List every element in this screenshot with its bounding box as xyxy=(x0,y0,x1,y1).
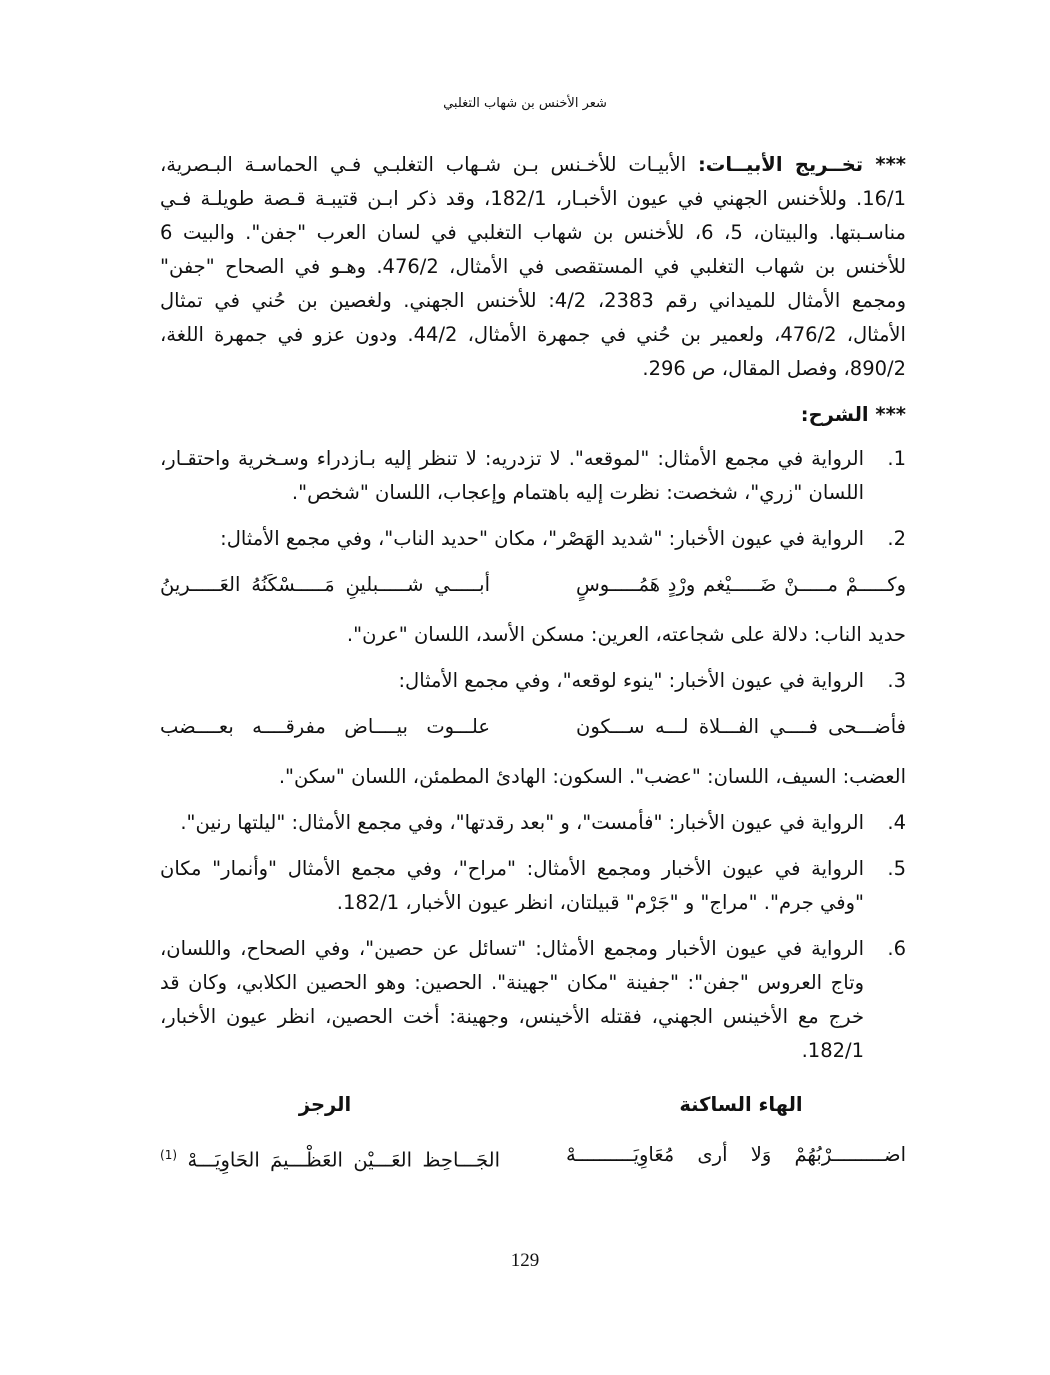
note-1 xyxy=(160,442,906,510)
note-number: 4. xyxy=(887,811,906,834)
takhrij-paragraph xyxy=(160,148,906,386)
verse-line-2 xyxy=(160,710,906,744)
note-text: الرواية في عيون الأخبار: "شديد الهَصْر"، مكان "حديد الناب"، وفي مجمع الأمثال: xyxy=(220,527,864,550)
note-number: 3. xyxy=(887,669,906,692)
note-text: الرواية في عيون الأخبار: "ينوء لوقعه"، وفي مجمع الأمثال: xyxy=(398,669,864,692)
note-2 xyxy=(160,522,906,556)
gloss-paragraph-2: العضب: السيف، اللسان: "عضب". السكون: الهادئ المطمئن، اللسان "سكن". xyxy=(278,765,906,788)
verse-second-text: الجَـــاحِظ العَـــيْن العَظْـــيمَ الحَاوِيَـــهْ xyxy=(187,1148,500,1172)
note-number: 1. xyxy=(887,447,906,470)
page-number: 129 xyxy=(510,1250,540,1271)
rhyme-meter-heading xyxy=(160,1088,906,1122)
rhyme-label: الهاء الساكنة xyxy=(679,1093,803,1116)
page-content xyxy=(160,148,906,1178)
note-number: 5. xyxy=(887,857,906,880)
gloss-paragraph-1: حديد الناب: دلالة على شجاعته، العرين: مسكن الأسد، اللسان "عرن". xyxy=(346,623,906,646)
verse-line-3 xyxy=(160,1138,906,1178)
verse-line-1 xyxy=(160,568,906,602)
note-number: 2. xyxy=(887,527,906,550)
running-header: شعر الأخنس بن شهاب التغلبي xyxy=(443,96,607,111)
verse-first-hemistich: اضـــــــــرْبُهُمْ وَلا أرى مُعَاوِيَــــــــــهْ xyxy=(566,1143,906,1166)
note-4 xyxy=(160,806,906,840)
verse-second-hemistich xyxy=(160,1138,500,1178)
note-6 xyxy=(160,932,906,1068)
note-text: الرواية في عيون الأخبار: "فأمست"، و "بعد رقدتها"، وفي مجمع الأمثال: "ليلتها رنين". xyxy=(180,811,864,834)
sharh-heading: *** الشرح: xyxy=(800,403,906,426)
note-text: الرواية في عيون الأخبار ومجمع الأمثال: "مراح"، وفي مجمع الأمثال "وأنمار" مكان "وفي جرم". "مراج" و "جَرْم" قبيلتان، انظر عيون الأخبار، 182/1. xyxy=(160,857,864,914)
verse-first-hemistich: وكـــــمْ مـــــنْ ضَـــــيْغم ورْدٍ هَمُـــــوسٍ xyxy=(576,573,906,596)
verse-second-hemistich: علـــوت بيــــاض مفرقــــه بعــــضب xyxy=(160,715,490,738)
takhrij-label: *** تخــريج الأبيــات: xyxy=(697,153,906,176)
note-5 xyxy=(160,852,906,920)
verse-first-hemistich: فأضـــحى فــــي الفـــلاة لـــه ســـكون xyxy=(576,715,906,738)
verse-second-hemistich: أبـــــي شـــــبلينِ مَـــــسْكَنُهُ العَـــــرينُ xyxy=(160,573,490,596)
takhrij-text: الأبيـات للأخـنس بـن شـهاب التغلبـي فـي الحماسـة البـصرية، 16/1. وللأخنس الجهني في عيون الأخبـار، 182/1، وقد ذكر ابـن قتيبـة قـصة طويلـة فـي مناسـبتها. والبيتان، 5، 6، للأخنس بن شهاب التغلبي في لسان العرب "جفن". والبيت 6 للأخنس بن شهاب التغلبي في المستقصى في الأمثال، 476/2. وهـو في الصحاح "جفن" ومجمع الأمثال للميداني رقم 2383، 4/2: للأخنس الجهني. ولغصين بن حُني في تمثال الأمثال، 476/2، ولعمير بن حُني في جمهرة الأمثال، 44/2. ودون عزو في جمهرة اللغة، 890/2، وفصل المقال، ص 296. xyxy=(160,153,907,380)
note-text: الرواية في عيون الأخبار ومجمع الأمثال: "تسائل عن حصين"، وفي الصحاح، واللسان، وتاج العروس "جفن": "جفينة "مكان "جهينة". الحصين: وهو الحصين الكلابي، وكان قد خرج مع الأخينس الجهني، فقتله الأخينس، وجهينة: أخت الحصين، انظر عيون الأخبار، 182/1. xyxy=(160,937,864,1062)
note-number: 6. xyxy=(887,937,906,960)
note-3 xyxy=(160,664,906,698)
footnote-marker[interactable]: (1) xyxy=(160,1148,178,1162)
note-text: الرواية في مجمع الأمثال: "لموقعه". لا تزدريه: لا تنظر إليه بـازدراء وسـخرية واحتقـار، اللسان "زري"، شخصت: نظرت إليه باهتمام وإعجاب، اللسان "شخص". xyxy=(160,447,864,504)
meter-label: الرجز xyxy=(298,1093,352,1116)
